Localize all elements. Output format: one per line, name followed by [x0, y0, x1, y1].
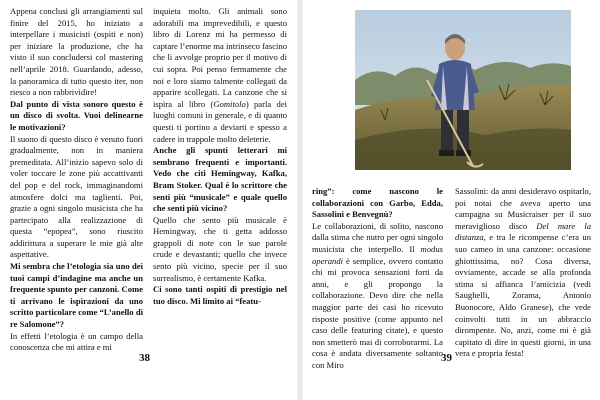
paragraph	[153, 6, 287, 145]
interview-question: ring”: come nascono le collaborazioni con Garbo, Edda, Sassolini e Benvegnù?	[312, 186, 443, 220]
text-run: Sassolini: da anni desideravo ospitarlo, poi notai che aveva aperto una campagna su Musicraiser per il suo meraviglioso disco	[455, 186, 591, 231]
page-number-right: 39	[441, 352, 452, 364]
left-page-column-1	[10, 6, 143, 354]
paragraph	[312, 221, 443, 372]
text-run: , e tra le ricompense c’era un suo cameo in una canzone: occasione ghiottissima, no? Cosa diversa, ovviamente, accade se alla profonda stima si affianca l’amicizia (vedi Saughelli, Zorama, Antonio Buonocore, Aldo Granese), che vede coinvolti tutti in un abbraccio dirompente. No, anzi, come mi è già capitato di dire in questi giorni, in una vera e propria festa!	[455, 232, 591, 359]
italic-phrase: modus operandi	[312, 243, 443, 266]
right-page-column-1	[312, 186, 443, 372]
book-title: Gomitolo	[213, 98, 246, 109]
interview-question: Mi sembra che l’etologia sia uno dei tuoi campi d’indagine ma anche un frequente spunto per canzoni. Come ti arrivano le ispirazioni da uno scritto particolare come “L’anello di re Salomone”?	[10, 261, 143, 330]
text-run: è semplice, ovvero contatto chi mi provoca sensazioni forti da anni, e gli propongo la collaborazione. Devo dire che nella maggior parte dei casi ho ricevuto risposte positive (come appunto nel caso delle featuring citate), e questo non smetterò mai di corroborarmi. La cosa è andata diversamente soltanto con Miro	[312, 255, 443, 370]
album-title: Del mare la distanza	[455, 220, 592, 243]
paragraph: Il suono di questo disco è venuto fuori gradualmente, non in maniera premeditata. All’inizio sapevo solo di voler toccare le zone più accattivanti del pop e del rock, immaginandomi atmosfere dolci ma taglienti. Poi, grazie a ogni singolo musicista che ha partecipato alla realizzazione di questa “epopea”, sono riuscito addirittura a superare le mie già alte aspettative.	[10, 133, 143, 260]
page-number-left: 38	[139, 352, 150, 364]
artist-photo	[355, 10, 571, 170]
interview-question: Anche gli spunti letterari mi sembrano frequenti e importanti. Vedo che citi Hemingway, Kafka, Bram Stoker. Qual è lo scrittore che senti più “musicale” e quale quello che senti più vicino?	[153, 145, 287, 214]
paragraph	[455, 186, 591, 360]
left-page-column-2	[153, 6, 287, 307]
paragraph: In effetti l’etologia è un campo della conoscenza che mi attira e mi	[10, 330, 143, 353]
text-run: ) parla dei luoghi comuni in generale, e di quanto questi ti portino a deviarti e spesso a cadere in trappole molto deleterie.	[153, 98, 287, 144]
interview-question: Dal punto di vista sonoro questo è un disco di svolta. Vuoi delinearne le motivazioni?	[10, 98, 143, 132]
interview-question: Ci sono tanti ospiti di prestigio nel tuo disco. Mi limito ai “featu-	[153, 284, 287, 306]
text-run: inquieta molto. Gli animali sono adorabili ma imprevedibili, e questo libro di Lorenz mi ha permesso di captare l’enorme ma intrinseco fascino che li avvolge proprio per il motivo di cui sopra. Poi penso fermamente che noi e loro siamo talmente collegati da apparire scollegati. La canzone che si ispira al libro (	[153, 6, 287, 109]
right-page-column-2	[455, 186, 591, 360]
paragraph: Appena conclusi gli arrangiamenti sul finire del 2015, ho iniziato a interpellare i musicisti (ospiti e non) per iniziare la produzione, che ha visto il suo concludersi col mastering nell’aprile 2018. Guardando, adesso, la panoramica di tutto questo iter, non riesco a non rabbrividire!	[10, 6, 143, 98]
paragraph: Quello che sento più musicale è Hemingway, che ti getta addosso grappoli di note con le sue parole crude e devastanti; quello che invece sento più vicino, specie per il suo surrealismo, è certamente Kafka.	[153, 214, 287, 283]
page-fold	[297, 0, 303, 400]
text-run: Le collaborazioni, di solito, nascono dalla stima che nutro per ogni singolo musicista che interpello. Il	[312, 220, 443, 254]
